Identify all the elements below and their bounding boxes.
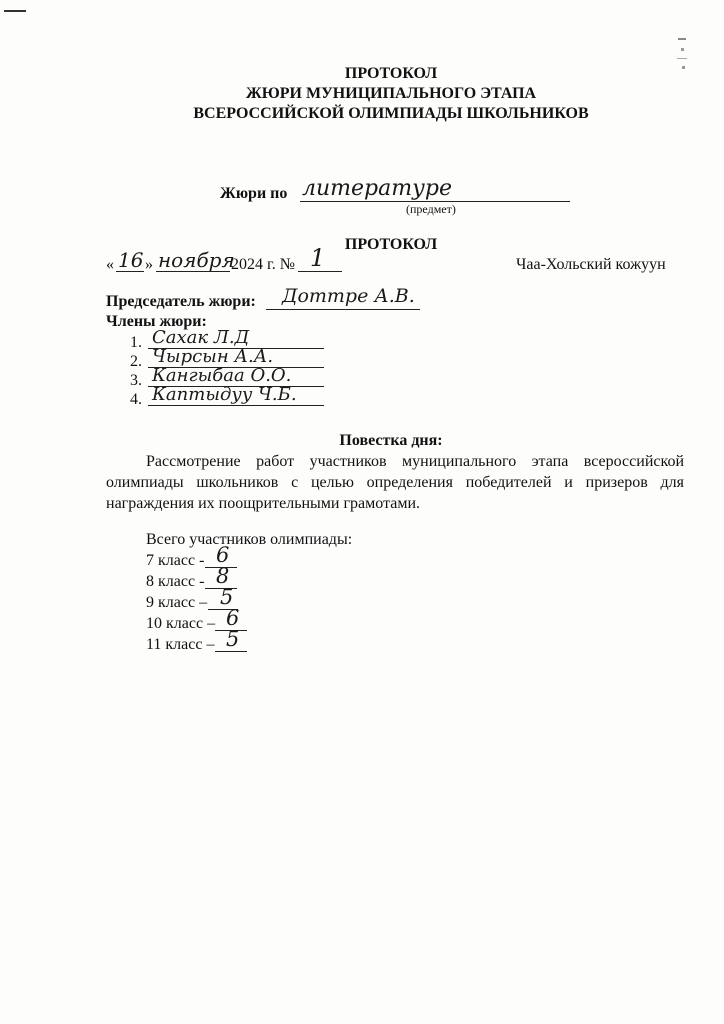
location: Чаа-Хольский кожуун: [516, 256, 666, 273]
agenda-text: Рассмотрение работ участников муниципального этапа всероссийской олимпиады школьников с целью определения победителей и призеров для награждения их поощрительными грамотами.: [106, 453, 684, 512]
grade-11-label: 11 класс –: [146, 636, 215, 653]
agenda-title: Повестка дня:: [339, 432, 443, 449]
date-close-quote: »: [145, 256, 153, 273]
grade-10-count: 6: [226, 606, 240, 630]
date-day: 16: [118, 248, 144, 272]
member-4-name: Каптыдуу Ч.Б.: [152, 384, 297, 405]
chair-underline: [266, 309, 420, 310]
date-month-underline: [156, 271, 230, 272]
grade-10-label: 10 класс –: [146, 615, 216, 632]
jury-subject: литературе: [302, 176, 452, 201]
grade-8-count: 8: [216, 564, 230, 588]
member-1-number: 1.: [130, 334, 142, 351]
grade-8-label: 8 класс -: [146, 573, 205, 590]
jury-label: Жюри по: [220, 185, 288, 202]
members-label: Члены жюри:: [106, 313, 207, 330]
grade-9-count: 5: [220, 585, 234, 609]
chair-label: Председатель жюри:: [106, 293, 256, 310]
grade-7-count: 6: [216, 543, 230, 567]
member-2-name: Чырсын А.А.: [152, 346, 274, 367]
subject-caption: (предмет): [406, 202, 456, 216]
grade-11-count: 5: [226, 627, 240, 651]
grade-9-label: 9 класс –: [146, 594, 208, 611]
protocol-number-underline: [298, 271, 342, 272]
protocol-title: ПРОТОКОЛ: [344, 236, 438, 253]
member-4-number: 4.: [130, 391, 142, 408]
protocol-number: 1: [310, 244, 326, 272]
member-4-underline: [148, 405, 324, 406]
member-3-name: Кангыбаа О.О.: [152, 365, 292, 386]
member-1-name: Сахак Л.Д: [152, 327, 250, 348]
chair-name: Доттре А.В.: [282, 285, 415, 307]
date-year: 2024 г. №: [231, 256, 296, 273]
participants-label: Всего участников олимпиады:: [146, 531, 353, 548]
scan-corner-mark: [4, 10, 26, 12]
header-line-1: ПРОТОКОЛ: [344, 65, 438, 82]
date-open-quote: «: [106, 256, 114, 273]
member-3-number: 3.: [130, 372, 142, 389]
date-month: ноября: [158, 248, 235, 272]
date-day-underline: [116, 271, 144, 272]
header-line-3: ВСЕРОССИЙСКОЙ ОЛИМПИАДЫ ШКОЛЬНИКОВ: [193, 105, 589, 122]
header-line-2: ЖЮРИ МУНИЦИПАЛЬНОГО ЭТАПА: [245, 85, 537, 102]
grade-7-label: 7 класс -: [146, 552, 205, 569]
member-2-number: 2.: [130, 353, 142, 370]
grade-11-underline: [215, 651, 247, 652]
